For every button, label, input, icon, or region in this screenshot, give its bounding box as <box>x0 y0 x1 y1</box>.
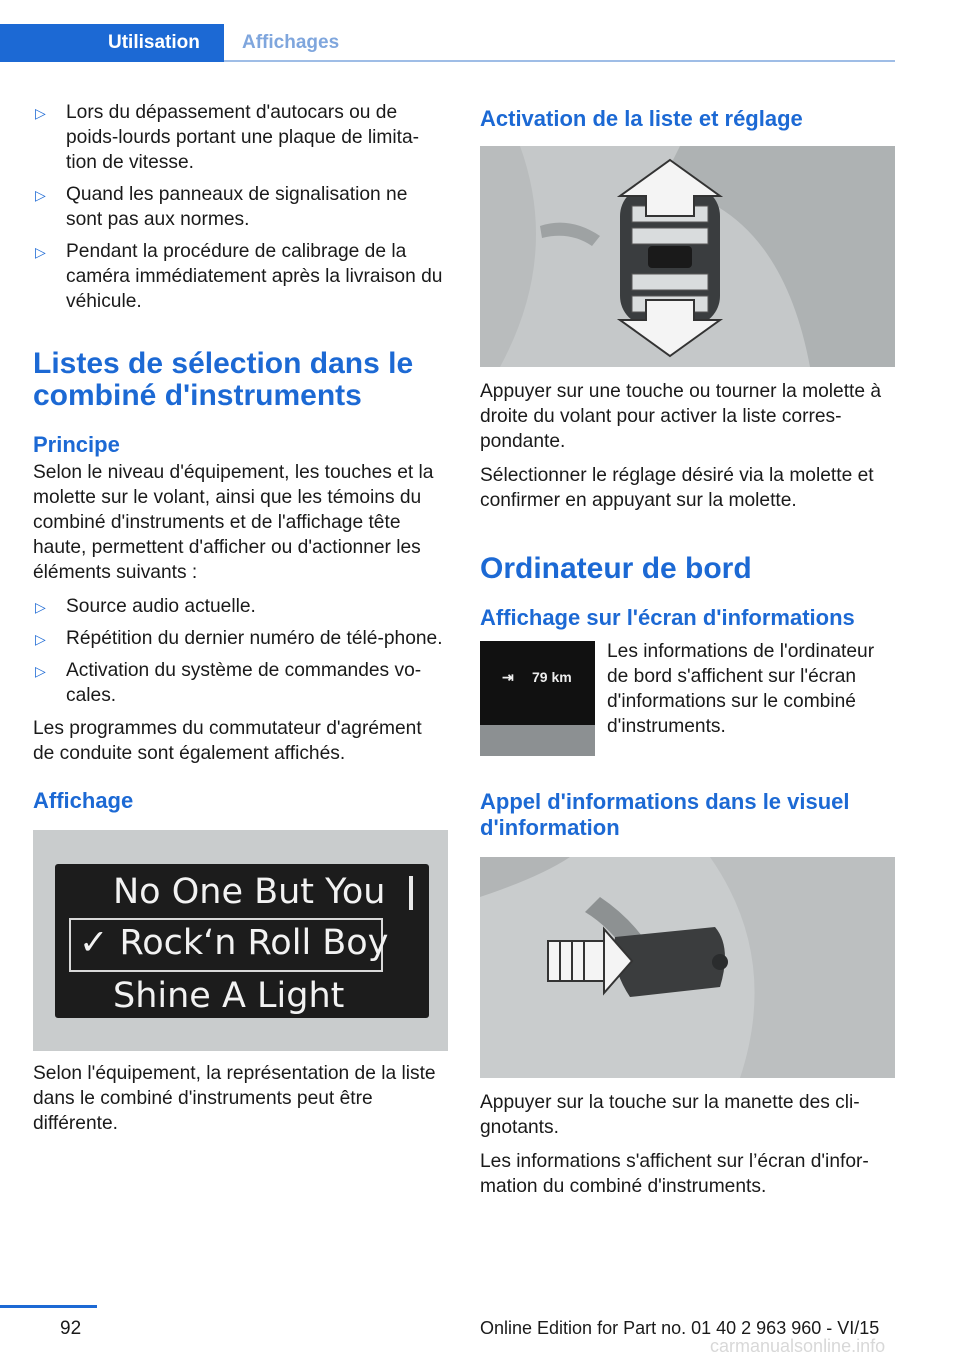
watermark: carmanualsonline.info <box>710 1336 886 1356</box>
programmes-text: Les programmes du commutateur d'agrément de conduite sont également affichés. <box>33 718 422 764</box>
steering-wheel-buttons-icon <box>480 146 895 367</box>
appel-text-1: Appuyer sur la touche sur la manette des cli-gnotants. <box>480 1092 860 1138</box>
list-item: ▷ Activation du système de commandes vo-cales. <box>35 660 422 706</box>
list-item: ▷ Lors du dépassement d'autocars ou de poids-lourds portant une plaque de limita-tion de vitesse. <box>35 102 420 173</box>
heading-appel: Appel d'informations dans le visuel d'information <box>480 789 850 840</box>
right-column <box>480 100 895 1208</box>
turn-signal-stalk-icon <box>480 857 895 1078</box>
section-title-listes: Listes de sélection dans le combiné d'instruments <box>33 347 414 412</box>
heading-affichage: Affichage <box>33 788 134 813</box>
triangle-bullet-icon: ▷ <box>35 244 46 260</box>
activation-text-1: Appuyer sur une touche ou tourner la molette à droite du volant pour activer la liste corres-pondante. <box>480 381 882 452</box>
footer-rule <box>0 1305 97 1308</box>
display-bezel <box>480 725 595 756</box>
header-tabs <box>0 24 895 62</box>
ecran-block <box>480 639 895 757</box>
info-display-figure <box>480 641 595 756</box>
edition-note: Online Edition for Part no. 01 40 2 963 960 - VI/15 <box>480 1318 880 1338</box>
ecran-text: Les informations de l'ordinateur de bord s'affichent sur l'écran d'informations sur le combiné d'instruments. <box>607 641 875 737</box>
scrollbar-icon <box>409 876 413 910</box>
section-title-ordinateur: Ordinateur de bord <box>480 552 752 585</box>
heading-principe: Principe <box>33 432 120 457</box>
bullet-list-top <box>33 100 448 314</box>
list-entry-selected: ✓ Rock‘n Roll Boy <box>79 923 389 963</box>
affichage-text: Selon l'équipement, la représentation de la liste dans le combiné d'instruments peut être différente. <box>33 1063 436 1134</box>
list-item: ▷ Pendant la procédure de calibrage de la caméra immédiatement après la livraison du véhicule. <box>35 241 443 312</box>
list-entry: No One But You <box>113 872 386 912</box>
heading-ecran: Affichage sur l'écran d'informations <box>480 605 855 630</box>
triangle-bullet-icon: ▷ <box>35 187 46 203</box>
activation-text-2: Sélectionner le réglage désiré via la molette et confirmer en appuyant sur la molette. <box>480 465 874 511</box>
steering-wheel-figure <box>480 146 895 367</box>
list-item: ▷ Répétition du dernier numéro de télé-phone. <box>33 626 448 651</box>
triangle-bullet-icon: ▷ <box>35 599 46 615</box>
header-rule <box>224 60 895 62</box>
principe-text: Selon le niveau d'équipement, les touches et la molette sur le volant, ainsi que les témoins du combiné d'instruments et de l'affichage tête haute, permettent d'afficher ou d'actionner les éléments suivants : <box>33 462 434 583</box>
turn-signal-figure <box>480 857 895 1078</box>
page-number: 92 <box>60 1318 82 1339</box>
fuel-range-icon: ⇥ <box>502 669 514 685</box>
selection-list-figure <box>33 830 448 1051</box>
list-item: ▷ Source audio actuelle. <box>33 594 448 619</box>
triangle-bullet-icon: ▷ <box>35 105 46 121</box>
bullet-list-mid <box>33 594 448 708</box>
heading-activation: Activation de la liste et réglage <box>480 106 803 131</box>
cluster-display <box>55 864 429 1018</box>
list-item: ▷ Quand les panneaux de signalisation ne sont pas aux normes. <box>35 184 408 230</box>
left-column <box>33 100 448 1145</box>
appel-text-2: Les informations s'affichent sur l’écran d'infor-mation du combiné d'instruments. <box>480 1151 869 1197</box>
tab-affichages[interactable]: Affichages <box>242 32 340 53</box>
triangle-bullet-icon: ▷ <box>35 631 46 647</box>
triangle-bullet-icon: ▷ <box>35 663 46 679</box>
list-entry: Shine A Light <box>113 976 345 1016</box>
tab-utilisation[interactable]: Utilisation <box>0 24 224 62</box>
range-value: 79 km <box>532 669 572 685</box>
